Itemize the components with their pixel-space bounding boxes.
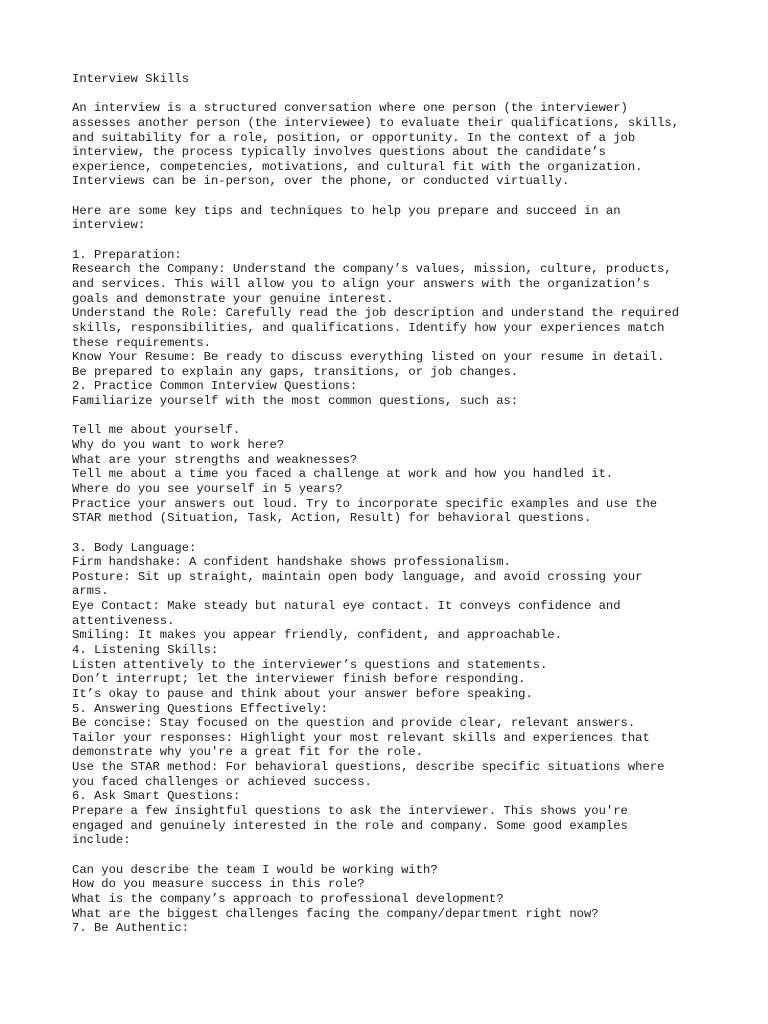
document-line: include:: [72, 833, 131, 848]
document-line: Eye Contact: Make steady but natural eye contact. It conveys confidence and: [72, 599, 621, 614]
document-line: Know Your Resume: Be ready to discuss everything listed on your resume in detail.: [72, 350, 665, 365]
document-line: [72, 409, 722, 424]
document-line: What are the biggest challenges facing the company/department right now?: [72, 906, 599, 921]
document-line: engaged and genuinely interested in the role and company. Some good examples: [72, 818, 628, 833]
document-line: goals and demonstrate your genuine interest.: [72, 291, 394, 306]
document-line: 5. Answering Questions Effectively:: [72, 701, 328, 716]
document-line: Tell me about a time you faced a challenge at work and how you handled it.: [72, 467, 614, 482]
document-line: Firm handshake: A confident handshake shows professionalism.: [72, 555, 511, 570]
document-line: 2. Practice Common Interview Questions:: [72, 379, 358, 394]
document-line: 7. Be Authentic:: [72, 921, 190, 936]
document-body: [72, 72, 722, 936]
document-line: What are your strengths and weaknesses?: [72, 452, 358, 467]
document-line: 3. Body Language:: [72, 540, 197, 555]
document-line: Understand the Role: Carefully read the job description and understand the required: [72, 306, 680, 321]
document-line: demonstrate why you're a great fit for the role.: [72, 745, 424, 760]
document-line: assesses another person (the interviewee) to evaluate their qualifications, skills,: [72, 115, 680, 130]
document-line: interview, the process typically involves questions about the candidate’s: [72, 145, 606, 160]
document-line: [72, 848, 722, 863]
document-title: Interview Skills: [72, 72, 190, 86]
document-line: Research the Company: Understand the company’s values, mission, culture, products,: [72, 262, 672, 277]
document-line: An interview is a structured conversation where one person (the interviewer): [72, 101, 628, 116]
document-line: STAR method (Situation, Task, Action, Result) for behavioral questions.: [72, 511, 592, 526]
document-line: It’s okay to pause and think about your answer before speaking.: [72, 686, 533, 701]
document-line: What is the company’s approach to professional development?: [72, 891, 504, 906]
document-line: Smiling: It makes you appear friendly, confident, and approachable.: [72, 628, 563, 643]
document-line: Can you describe the team I would be working with?: [72, 862, 438, 877]
document-line: Familiarize yourself with the most common questions, such as:: [72, 394, 519, 409]
document-line: Here are some key tips and techniques to help you prepare and succeed in an: [72, 203, 621, 218]
document-line: attentiveness.: [72, 613, 175, 628]
document-line: Be concise: Stay focused on the question and provide clear, relevant answers.: [72, 716, 636, 731]
document-line: 6. Ask Smart Questions:: [72, 789, 241, 804]
document-line: experience, competencies, motivations, and cultural fit with the organization.: [72, 159, 643, 174]
document-line: Posture: Sit up straight, maintain open body language, and avoid crossing your: [72, 569, 643, 584]
document-line: you faced challenges or achieved success.: [72, 774, 372, 789]
document-line: Listen attentively to the interviewer’s questions and statements.: [72, 657, 548, 672]
document-line: 1. Preparation:: [72, 247, 182, 262]
document-line: [72, 87, 722, 102]
document-line: interview:: [72, 218, 146, 233]
document-line: 4. Listening Skills:: [72, 642, 219, 657]
document-line: arms.: [72, 584, 109, 599]
document-line: Why do you want to work here?: [72, 438, 285, 453]
document-line: Be prepared to explain any gaps, transitions, or job changes.: [72, 364, 519, 379]
document-line: [72, 189, 722, 204]
document-line: [72, 233, 722, 248]
document-line: Use the STAR method: For behavioral questions, describe specific situations where: [72, 760, 665, 775]
document-line: How do you measure success in this role?: [72, 877, 365, 892]
document-line: Prepare a few insightful questions to ask the interviewer. This shows you're: [72, 804, 628, 819]
document-line: Where do you see yourself in 5 years?: [72, 481, 343, 496]
document-line: Tell me about yourself.: [72, 423, 241, 438]
document-line: these requirements.: [72, 335, 211, 350]
document-line: Tailor your responses: Highlight your most relevant skills and experiences that: [72, 730, 650, 745]
document-line: Interviews can be in-person, over the phone, or conducted virtually.: [72, 174, 570, 189]
document-line: [72, 526, 722, 541]
document-line: Practice your answers out loud. Try to incorporate specific examples and use the: [72, 496, 658, 511]
document-line: and services. This will allow you to align your answers with the organization’s: [72, 276, 650, 291]
document-line: Don’t interrupt; let the interviewer finish before responding.: [72, 672, 526, 687]
document-line: skills, responsibilities, and qualifications. Identify how your experiences match: [72, 320, 665, 335]
document-line: and suitability for a role, position, or opportunity. In the context of a job: [72, 130, 636, 145]
